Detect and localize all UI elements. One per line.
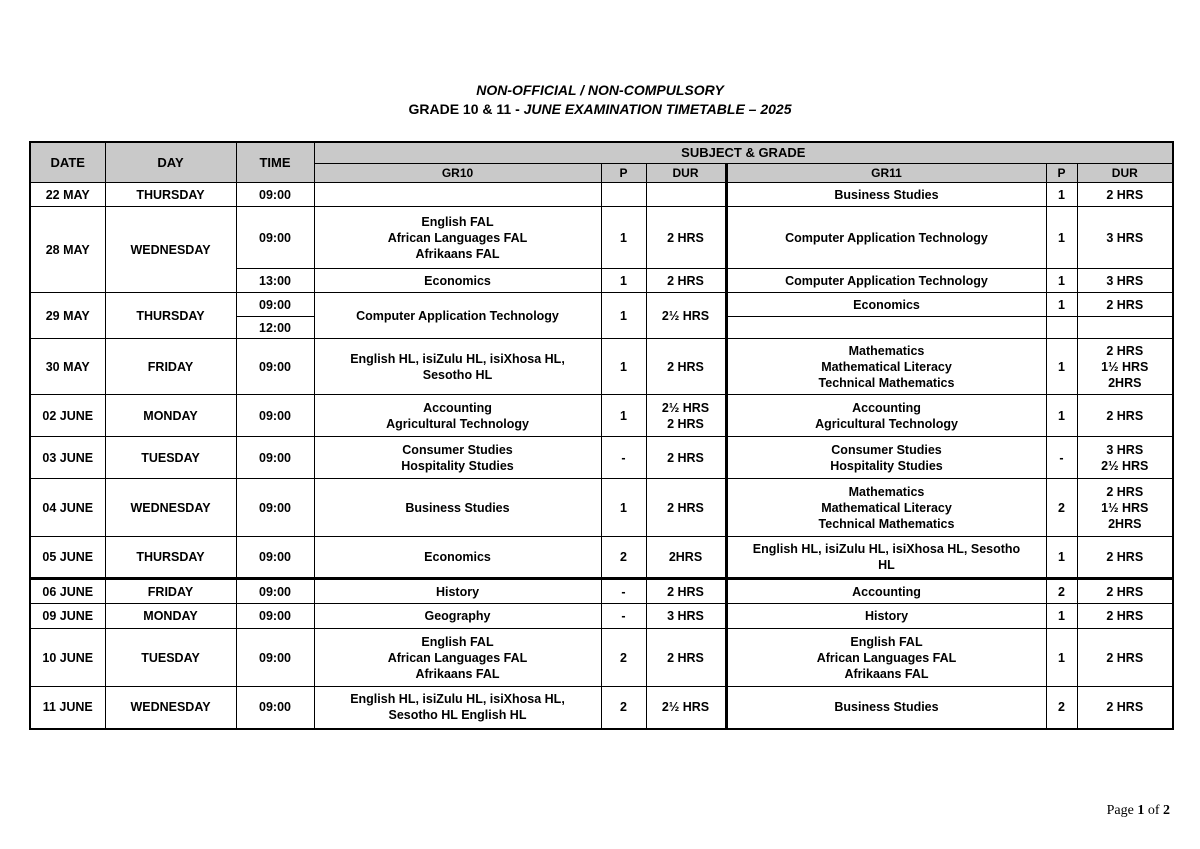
gr10-duration-cell: 2 HRS <box>646 207 726 269</box>
gr10-paper-cell: 1 <box>601 395 646 437</box>
gr10-paper-cell: 1 <box>601 293 646 339</box>
gr11-subject-cell: Business Studies <box>726 687 1046 729</box>
gr11-duration-cell: 2 HRS <box>1077 629 1173 687</box>
time-cell: 09:00 <box>236 183 314 207</box>
col-header-time: TIME <box>236 142 314 183</box>
col-header-gr11: GR11 <box>726 164 1046 183</box>
gr11-paper-cell: 2 <box>1046 579 1077 604</box>
time-cell: 12:00 <box>236 317 314 339</box>
gr11-subject-cell: Accounting <box>726 579 1046 604</box>
table-row <box>30 687 1173 729</box>
page-total: 2 <box>1163 803 1170 818</box>
gr10-subject-cell: English HL, isiZulu HL, isiXhosa HL, Sesotho HL <box>314 339 601 395</box>
gr11-subject-cell <box>726 317 1046 339</box>
gr11-duration-cell: 3 HRS 2½ HRS <box>1077 437 1173 479</box>
gr10-paper-cell: 1 <box>601 479 646 537</box>
gr11-paper-cell: 2 <box>1046 479 1077 537</box>
gr11-subject-cell: History <box>726 604 1046 629</box>
table-row <box>30 339 1173 395</box>
date-cell: 09 JUNE <box>30 604 105 629</box>
day-cell: MONDAY <box>105 604 236 629</box>
gr11-paper-cell: 1 <box>1046 395 1077 437</box>
col-header-subject-grade: SUBJECT & GRADE <box>314 142 1173 164</box>
gr10-subject-cell: Accounting Agricultural Technology <box>314 395 601 437</box>
day-cell: WEDNESDAY <box>105 687 236 729</box>
gr11-duration-cell: 2 HRS <box>1077 537 1173 579</box>
gr10-subject-cell <box>314 183 601 207</box>
table-row <box>30 293 1173 317</box>
gr11-duration-cell: 2 HRS 1½ HRS 2HRS <box>1077 479 1173 537</box>
day-cell: FRIDAY <box>105 339 236 395</box>
date-cell: 30 MAY <box>30 339 105 395</box>
date-cell: 05 JUNE <box>30 537 105 579</box>
gr10-paper-cell: 1 <box>601 339 646 395</box>
time-cell: 09:00 <box>236 537 314 579</box>
gr11-paper-cell: 2 <box>1046 687 1077 729</box>
gr10-paper-cell: 1 <box>601 207 646 269</box>
table-row <box>30 437 1173 479</box>
gr10-subject-cell: Economics <box>314 269 601 293</box>
gr11-paper-cell: 1 <box>1046 537 1077 579</box>
time-cell: 09:00 <box>236 579 314 604</box>
table-row <box>30 183 1173 207</box>
gr10-paper-cell: 2 <box>601 687 646 729</box>
exam-timetable <box>29 141 1174 730</box>
gr10-subject-cell: English FAL African Languages FAL Afrikaans FAL <box>314 629 601 687</box>
gr10-paper-cell: 2 <box>601 537 646 579</box>
gr11-paper-cell: 1 <box>1046 339 1077 395</box>
time-cell: 09:00 <box>236 629 314 687</box>
time-cell: 09:00 <box>236 604 314 629</box>
gr11-duration-cell: 2 HRS <box>1077 579 1173 604</box>
gr11-duration-cell: 2 HRS 1½ HRS 2HRS <box>1077 339 1173 395</box>
gr11-paper-cell: 1 <box>1046 207 1077 269</box>
time-cell: 09:00 <box>236 207 314 269</box>
gr11-subject-cell: Business Studies <box>726 183 1046 207</box>
gr10-subject-cell: Economics <box>314 537 601 579</box>
day-cell: TUESDAY <box>105 629 236 687</box>
gr10-duration-cell: 2½ HRS <box>646 687 726 729</box>
gr10-subject-cell: English FAL African Languages FAL Afrikaans FAL <box>314 207 601 269</box>
time-cell: 09:00 <box>236 687 314 729</box>
date-cell: 02 JUNE <box>30 395 105 437</box>
gr10-paper-cell <box>601 183 646 207</box>
gr11-subject-cell: Mathematics Mathematical Literacy Technical Mathematics <box>726 479 1046 537</box>
gr11-subject-cell: Economics <box>726 293 1046 317</box>
subtitle-prefix: GRADE 10 & 11 - <box>408 101 524 117</box>
gr10-paper-cell: 1 <box>601 269 646 293</box>
time-cell: 09:00 <box>236 339 314 395</box>
gr11-paper-cell: 1 <box>1046 183 1077 207</box>
gr10-duration-cell: 2 HRS <box>646 269 726 293</box>
gr10-paper-cell: - <box>601 579 646 604</box>
gr11-duration-cell <box>1077 317 1173 339</box>
day-cell: THURSDAY <box>105 537 236 579</box>
gr11-duration-cell: 2 HRS <box>1077 395 1173 437</box>
time-cell: 09:00 <box>236 437 314 479</box>
time-cell: 13:00 <box>236 269 314 293</box>
page-current: 1 <box>1137 803 1145 818</box>
gr10-subject-cell: History <box>314 579 601 604</box>
gr10-duration-cell: 2HRS <box>646 537 726 579</box>
time-cell: 09:00 <box>236 293 314 317</box>
gr10-duration-cell: 2½ HRS <box>646 293 726 339</box>
col-header-date: DATE <box>30 142 105 183</box>
gr11-paper-cell: 1 <box>1046 629 1077 687</box>
table-row <box>30 207 1173 269</box>
gr11-duration-cell: 3 HRS <box>1077 269 1173 293</box>
col-header-gr10: GR10 <box>314 164 601 183</box>
table-row <box>30 579 1173 604</box>
day-cell: THURSDAY <box>105 293 236 339</box>
gr11-duration-cell: 2 HRS <box>1077 183 1173 207</box>
gr11-subject-cell: Mathematics Mathematical Literacy Technical Mathematics <box>726 339 1046 395</box>
time-cell: 09:00 <box>236 479 314 537</box>
col-header-dur11: DUR <box>1077 164 1173 183</box>
gr10-duration-cell <box>646 183 726 207</box>
date-cell: 10 JUNE <box>30 629 105 687</box>
gr11-paper-cell <box>1046 317 1077 339</box>
gr10-duration-cell: 2 HRS <box>646 629 726 687</box>
gr11-paper-cell: - <box>1046 437 1077 479</box>
gr10-duration-cell: 2½ HRS 2 HRS <box>646 395 726 437</box>
page-number <box>1107 803 1170 819</box>
table-row <box>30 629 1173 687</box>
date-cell: 29 MAY <box>30 293 105 339</box>
col-header-p10: P <box>601 164 646 183</box>
col-header-dur10: DUR <box>646 164 726 183</box>
subtitle-italic: JUNE EXAMINATION TIMETABLE – 2025 <box>523 101 792 117</box>
gr10-subject-cell: Business Studies <box>314 479 601 537</box>
table-row <box>30 395 1173 437</box>
document-subtitle <box>0 100 1200 118</box>
gr11-duration-cell: 2 HRS <box>1077 687 1173 729</box>
gr11-subject-cell: Computer Application Technology <box>726 207 1046 269</box>
gr10-duration-cell: 2 HRS <box>646 437 726 479</box>
gr10-duration-cell: 3 HRS <box>646 604 726 629</box>
day-cell: WEDNESDAY <box>105 479 236 537</box>
gr11-subject-cell: English HL, isiZulu HL, isiXhosa HL, Sesotho HL <box>726 537 1046 579</box>
table-row <box>30 604 1173 629</box>
gr11-duration-cell: 3 HRS <box>1077 207 1173 269</box>
page-label: Page <box>1106 803 1134 818</box>
day-cell: THURSDAY <box>105 183 236 207</box>
gr10-paper-cell: - <box>601 437 646 479</box>
col-header-day: DAY <box>105 142 236 183</box>
gr11-paper-cell: 1 <box>1046 604 1077 629</box>
date-cell: 06 JUNE <box>30 579 105 604</box>
gr10-paper-cell: - <box>601 604 646 629</box>
gr10-duration-cell: 2 HRS <box>646 579 726 604</box>
day-cell: WEDNESDAY <box>105 207 236 293</box>
gr11-paper-cell: 1 <box>1046 293 1077 317</box>
date-cell: 22 MAY <box>30 183 105 207</box>
gr11-subject-cell: Computer Application Technology <box>726 269 1046 293</box>
gr10-duration-cell: 2 HRS <box>646 479 726 537</box>
gr10-subject-cell: Consumer Studies Hospitality Studies <box>314 437 601 479</box>
day-cell: MONDAY <box>105 395 236 437</box>
gr10-paper-cell: 2 <box>601 629 646 687</box>
day-cell: FRIDAY <box>105 579 236 604</box>
gr11-subject-cell: Consumer Studies Hospitality Studies <box>726 437 1046 479</box>
gr10-duration-cell: 2 HRS <box>646 339 726 395</box>
gr11-duration-cell: 2 HRS <box>1077 604 1173 629</box>
date-cell: 03 JUNE <box>30 437 105 479</box>
gr11-subject-cell: English FAL African Languages FAL Afrikaans FAL <box>726 629 1046 687</box>
document-title: NON-OFFICIAL / NON-COMPULSORY <box>476 82 724 98</box>
date-cell: 11 JUNE <box>30 687 105 729</box>
day-cell: TUESDAY <box>105 437 236 479</box>
gr10-subject-cell: English HL, isiZulu HL, isiXhosa HL, Sesotho HL English HL <box>314 687 601 729</box>
col-header-p11: P <box>1046 164 1077 183</box>
gr11-subject-cell: Accounting Agricultural Technology <box>726 395 1046 437</box>
table-row <box>30 537 1173 579</box>
gr11-paper-cell: 1 <box>1046 269 1077 293</box>
page-of-label: of <box>1147 803 1160 818</box>
time-cell: 09:00 <box>236 395 314 437</box>
gr11-duration-cell: 2 HRS <box>1077 293 1173 317</box>
date-cell: 04 JUNE <box>30 479 105 537</box>
table-row <box>30 479 1173 537</box>
date-cell: 28 MAY <box>30 207 105 293</box>
gr10-subject-cell: Computer Application Technology <box>314 293 601 339</box>
gr10-subject-cell: Geography <box>314 604 601 629</box>
